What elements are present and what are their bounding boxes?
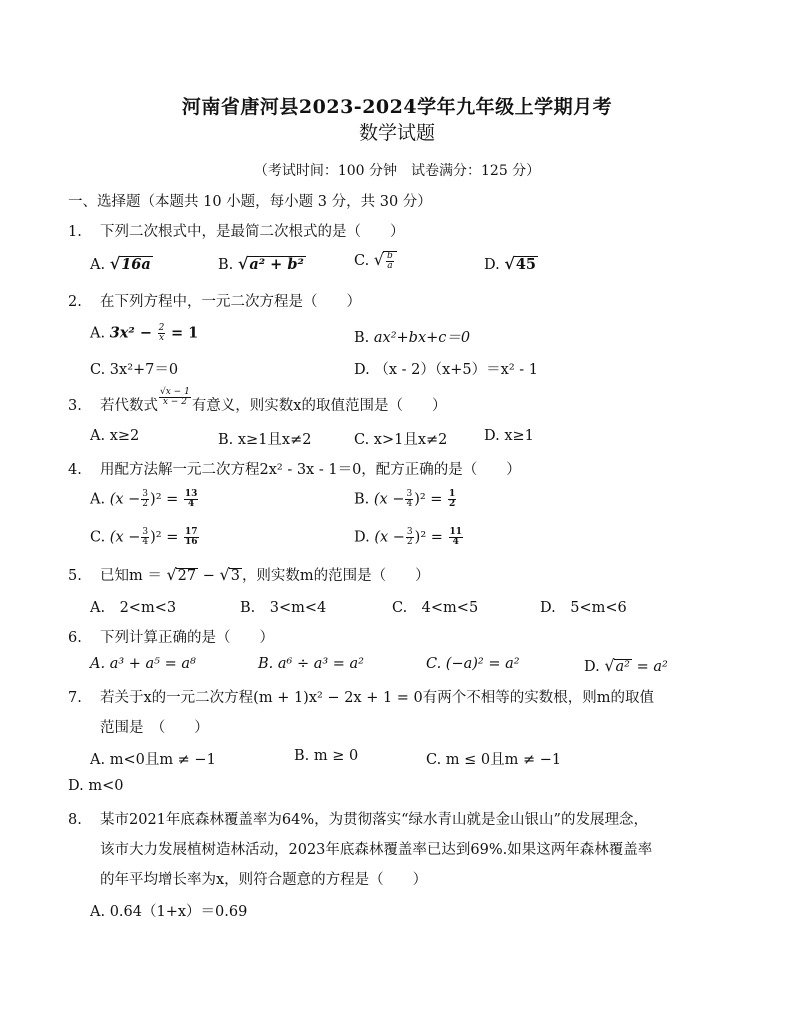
- fraction-numerator: 3: [142, 489, 149, 499]
- fraction-numerator: 3: [142, 527, 149, 537]
- fraction-denominator: 4: [406, 499, 413, 509]
- question-text: 有意义，则实数x的取值范围是（ ）: [191, 398, 447, 414]
- q3-option-b: B. x≥1且x≠2: [218, 432, 312, 448]
- q3-option-d: D. x≥1: [484, 428, 534, 444]
- question-number: 8.: [68, 812, 82, 828]
- q5-option-d: D. 5<m<6: [540, 600, 627, 616]
- option-label: A.: [90, 325, 106, 342]
- q3-option-a: A. x≥2: [90, 428, 140, 444]
- option-label: C.: [90, 529, 106, 546]
- question-7-line-2: 范围是 （ ）: [100, 720, 209, 736]
- q6-option-b: B. a⁶ ÷ a³ = a²: [258, 656, 364, 672]
- math-expression: ax²+bx+c＝0: [373, 330, 471, 346]
- question-text: 下列计算正确的是（ ）: [100, 630, 274, 646]
- question-text: 在下列方程中，一元二次方程是（ ）: [100, 294, 361, 310]
- q8-option-a: A. 0.64（1+x）＝0.69: [90, 904, 248, 920]
- fraction-numerator: 11: [449, 527, 463, 537]
- q5-option-a: A. 2<m<3: [90, 600, 177, 616]
- fraction-denominator: 4: [142, 537, 149, 547]
- question-text: 某市2021年底森林覆盖率为64%，为贯彻落实“绿水青山就是金山银山”的发展理念，: [100, 812, 648, 828]
- question-text: 已知m ＝: [100, 568, 162, 584]
- fraction-denominator: 2: [449, 499, 456, 509]
- fraction-numerator: b: [387, 250, 393, 261]
- question-5: [68, 564, 430, 585]
- math-expression: (x −: [109, 491, 141, 508]
- exam-info: （考试时间：100 分钟 试卷满分：125 分）: [253, 163, 541, 179]
- option-label: A.: [90, 491, 106, 508]
- q4-option-a: [90, 490, 199, 509]
- fraction-numerator: 2: [158, 323, 165, 333]
- math-expression: (x −: [374, 529, 405, 546]
- question-number: 3.: [68, 398, 82, 414]
- q6-option-c: C. (−a)² = a²: [426, 656, 520, 672]
- fraction-denominator: 2: [406, 537, 413, 547]
- question-8: [68, 808, 648, 829]
- radicand: 3: [230, 568, 240, 584]
- q7-option-b: B. m ≥ 0: [294, 748, 359, 764]
- q1-option-a: [90, 254, 153, 273]
- math-operator: −: [202, 568, 215, 584]
- q2-option-d: [354, 358, 538, 379]
- question-text: 下列二次根式中，是最简二次根式的是（ ）: [100, 224, 405, 240]
- math-expression: 3x²+7＝0: [109, 362, 179, 378]
- question-number: 2.: [68, 294, 82, 310]
- math-expression: = a²: [636, 659, 668, 675]
- fraction-denominator: 4: [188, 499, 195, 509]
- q1-option-d: [484, 254, 538, 273]
- sqrt-symbol: √: [166, 565, 177, 584]
- question-number: 5.: [68, 568, 82, 584]
- question-7: [68, 686, 654, 707]
- radicand: 45: [515, 256, 537, 273]
- q3-option-c: C. x>1且x≠2: [354, 432, 448, 448]
- question-text: 用配方法解一元二次方程2x² - 3x - 1＝0，配方正确的是（ ）: [100, 462, 521, 478]
- sqrt-symbol: √: [219, 565, 230, 584]
- sqrt-symbol: √: [237, 254, 249, 273]
- q7-option-d: D. m<0: [68, 778, 124, 794]
- question-8-line-3: 的年平均增长率为x，则符合题意的方程是（ ）: [100, 872, 428, 888]
- question-text: 若关于x的一元二次方程(m + 1)x² − 2x + 1 = 0有两个不相等的实数根，则m的取值: [100, 690, 655, 706]
- math-expression: (x −: [373, 491, 405, 508]
- question-2: [68, 290, 361, 311]
- question-text: 若代数式: [100, 398, 158, 414]
- fraction-denominator: 2: [142, 499, 149, 509]
- math-expression: )² =: [150, 529, 179, 546]
- fraction-numerator: 17: [184, 527, 198, 537]
- q4-option-c: [90, 528, 200, 547]
- question-8-line-2: 该市大力发展植树造林活动，2023年底森林覆盖率已达到69%.如果这两年森林覆盖率: [100, 842, 653, 858]
- question-4: [68, 458, 521, 479]
- q5-option-b: B. 3<m<4: [240, 600, 327, 616]
- fraction-numerator: 1: [449, 489, 456, 499]
- fraction-denominator: x: [158, 333, 165, 343]
- q5-option-c: C. 4<m<5: [392, 600, 479, 616]
- math-expression: )² =: [150, 491, 179, 508]
- fraction-numerator: 13: [184, 489, 198, 499]
- radicand: a² + b²: [249, 256, 304, 273]
- math-expression: (x −: [109, 529, 141, 546]
- q4-option-b: [354, 490, 457, 509]
- option-label: B.: [218, 257, 234, 273]
- option-label: B.: [354, 491, 370, 508]
- q7-option-c: C. m ≤ 0且m ≠ −1: [426, 752, 562, 768]
- radicand: 27: [177, 568, 197, 584]
- fraction-numerator: 3: [406, 527, 413, 537]
- option-label: D.: [584, 659, 600, 675]
- sqrt-symbol: √: [109, 254, 121, 273]
- fraction-numerator: 3: [406, 489, 413, 499]
- question-text: ，则实数m的范围是（ ）: [241, 568, 430, 584]
- option-label: A.: [90, 257, 106, 273]
- radicand: [383, 251, 397, 271]
- q6-option-d: [584, 656, 668, 676]
- math-expression: （x - 2）（x+5）＝x² - 1: [374, 362, 538, 378]
- sqrt-symbol: √: [504, 254, 515, 273]
- option-label: D.: [484, 257, 500, 273]
- section-heading: 一、选择题（本题共 10 小题，每小题 3 分，共 30 分）: [68, 194, 432, 210]
- fraction-denominator: 4: [452, 537, 459, 547]
- option-label: C.: [354, 253, 370, 269]
- math-expression: )² =: [414, 491, 443, 508]
- q2-option-c: [90, 358, 178, 379]
- option-label: D.: [354, 362, 370, 378]
- exam-title: 河南省唐河县2023-2024学年九年级上学期月考: [181, 96, 613, 118]
- q2-option-a: [90, 324, 198, 343]
- question-number: 7.: [68, 690, 82, 706]
- question-number: 1.: [68, 224, 82, 240]
- question-3: [68, 387, 447, 415]
- exam-subtitle: 数学试题: [358, 122, 435, 144]
- q7-option-a: A. m<0且m ≠ −1: [90, 752, 216, 768]
- question-number: 6.: [68, 630, 82, 646]
- math-expression: 3x² −: [109, 324, 152, 342]
- fraction-denominator: a: [387, 260, 393, 271]
- question-number: 4.: [68, 462, 82, 478]
- q4-option-d: [354, 528, 464, 547]
- question-6: [68, 626, 274, 647]
- math-expression: = 1: [170, 324, 199, 342]
- question-1: [68, 220, 405, 241]
- q6-option-a: A. a³ + a⁵ = a⁸: [90, 656, 196, 672]
- option-label: C.: [90, 362, 106, 378]
- fraction-denominator: x − 2: [162, 397, 187, 407]
- sqrt-symbol: √: [373, 250, 384, 269]
- q2-option-b: [354, 326, 470, 347]
- radicand: a²: [615, 659, 630, 675]
- q1-option-c: [354, 250, 397, 271]
- math-expression: )² =: [414, 529, 443, 546]
- sqrt-symbol: √: [604, 656, 615, 675]
- fraction-numerator: √x − 1: [160, 387, 190, 397]
- option-label: D.: [354, 529, 370, 546]
- fraction-denominator: 16: [184, 537, 198, 547]
- option-label: B.: [354, 330, 370, 346]
- q1-option-b: [218, 254, 306, 273]
- radicand: 16a: [121, 256, 151, 273]
